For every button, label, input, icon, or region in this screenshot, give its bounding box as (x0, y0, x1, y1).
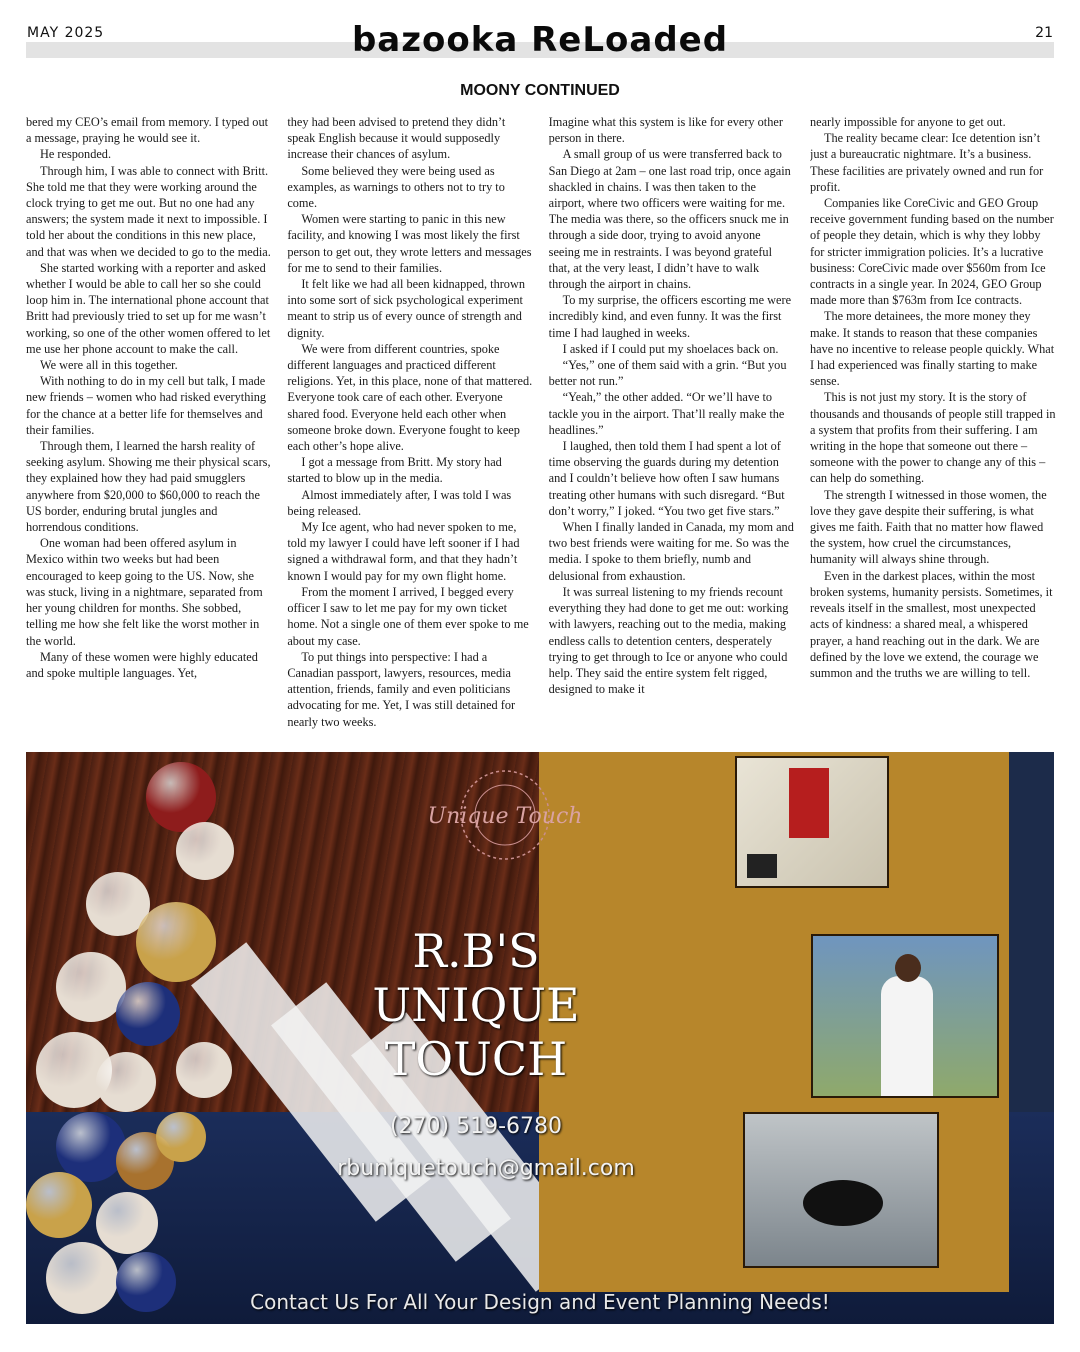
photo-venue (743, 1112, 939, 1268)
ad-title-line: R.B'S (412, 924, 540, 978)
article-paragraph: From the moment I arrived, I begged every officer I saw to let me pay for my own ticket home. Not a single one of them ever spoke to me about my case. (287, 584, 529, 648)
article-paragraph: I asked if I could put my shoelaces back on. (562, 341, 779, 356)
article-paragraph: To my surprise, the officers escorting me were incredibly kind, and even funny. It was the first time I had laughed in weeks. (548, 293, 792, 340)
article-paragraph: It felt like we had all been kidnapped, thrown into some sort of sick psychological experiment meant to strip us of every ounce of strength and dignity. (287, 277, 525, 340)
article-paragraph: We were from different countries, spoke different languages and practiced different religions. Yet, in this place, none of that mattered. Everyone took care of each other. Everyone shared food. Everyone held each other when someone broke down. Everyone fought to keep each other’s hope alive. (287, 341, 533, 454)
ad-tagline: Contact Us For All Your Design and Event Planning Needs! (250, 1290, 830, 1314)
section-title: MOONY CONTINUED (460, 82, 620, 99)
ad-logo (420, 760, 590, 870)
article-paragraph: The strength I witnessed in those women, the love they gave despite their suffering, is what gives me faith. Faith that no matter how flawed the system, how cruel the circumstances, humanity will always shine through. (809, 487, 1047, 567)
balloon (156, 1112, 206, 1162)
balloon (96, 1192, 158, 1254)
article-column (287, 114, 533, 730)
issue-date: MAY 2025 (27, 25, 105, 41)
article-paragraph: “Yeah,” the other added. “Or we’ll have to tackle you in the airport. That’ll really make the headlines.” (548, 390, 785, 437)
article-paragraph: He responded. (40, 147, 112, 162)
article-paragraph: When I finally landed in Canada, my mom and two best friends were waiting for me. So was the media. I spoke to them briefly, numb and delusional from exhaustion. (548, 520, 794, 583)
article-paragraph: Even in the darkest places, within the most broken systems, humanity persists. Sometimes, it reveals itself in the smallest, most unexpected acts of kindness: a shared meal, a whispered prayer, a hand reaching out in the dark. We are defined by the love we extend, the courage we summon and the truths we are willing to tell. (809, 568, 1053, 680)
ad-title (316, 924, 636, 1086)
article-paragraph: Through him, I was able to connect with Britt. She told me that they were working around the clock trying to get me out. But no one had any answers; the system made it next to impossible. I told her about the conditions in this new place, and that was when we decided to go to the media. (26, 163, 271, 259)
article-paragraph: Through them, I learned the harsh reality of seeking asylum. Showing me their physical scars, they explained how they had paid smugglers anywhere from $20,000 to $60,000 to reach the US border, enduring brutal jungles and horrendous conditions. (26, 439, 271, 535)
photo-host (811, 934, 999, 1098)
article-paragraph: A small group of us were transferred back to San Diego at 2am – one last road trip, once again shackled in chains. I was then taken to the airport, where two officers were waiting for me. The media was there, so the officers snuck me in through a side door, trying to avoid anyone seeing me in restraints. I was beyond grateful that, at the very least, I didn’t have to walk through the airport in chains. (548, 147, 791, 292)
balloon (96, 1052, 156, 1112)
article-paragraph: Many of these women were highly educated and spoke multiple languages. Yet, (26, 649, 258, 680)
article-paragraph: To put things into perspective: I had a Canadian passport, lawyers, resources, media attention, friends, family and even politicians advocating for me. Yet, I was still detained for nearly two weeks. (287, 649, 516, 729)
article-paragraph: “Yes,” one of them said with a grin. “But you better not run.” (548, 358, 787, 389)
article-paragraph: It was surreal listening to my friends recount everything they had done to get me out: working with lawyers, reaching out to the media, making endless calls to detention centers, desperately trying to get through to Ice or anyone who could help. They said the entire system felt rigged, designed to make it (548, 584, 789, 697)
article-paragraph: The more detainees, the more money they make. It stands to reason that these companies have no incentive to release people quickly. What I had experienced was finally starting to make sense. (809, 309, 1055, 389)
page-number: 21 (1035, 25, 1053, 41)
article-paragraph: bered my CEO’s email from memory. I typed out a message, praying he would see it. (26, 115, 269, 146)
ad-title-line: UNIQUE (372, 978, 580, 1032)
balloon (116, 982, 180, 1046)
photo-backdrop (735, 756, 889, 888)
advertisement (26, 752, 1054, 1324)
balloon (176, 1042, 232, 1098)
article-paragraph: With nothing to do in my cell but talk, I made new friends – women who had risked everything for the chance at a better life for themselves and their families. (26, 374, 267, 437)
article-columns (26, 114, 1056, 730)
balloon (136, 902, 216, 982)
article-paragraph: Imagine what this system is like for every other person in there. (548, 115, 783, 146)
article-paragraph: The reality became clear: Ice detention isn’t just a bureaucratic nightmare. It’s a business. These facilities are privately owned and run for profit. (809, 131, 1044, 194)
article-paragraph: She started working with a reporter and asked whether I would be able to call her so she could loop him in. The international phone account that Britt had previously tried to set up for me wasn’t working, so one of the other women offered to let me use her phone account to make the call. (26, 260, 271, 356)
article-column (549, 114, 795, 730)
article-paragraph: Almost immediately after, I was told I was being released. (287, 487, 512, 518)
article-paragraph: One woman had been offered asylum in Mexico within two weeks but had been encouraged to keep going to the US. Now, she was stuck, living in a nightmare, separated from her young children for months. She sobbed, telling me how she felt like the worst mother in the world. (26, 536, 263, 648)
article-paragraph: My Ice agent, who had never spoken to me, told my lawyer I could have left sooner if I had signed a withdrawal form, and that they hadn’t known I would pay for my own flight home. (287, 520, 520, 583)
article-paragraph: nearly impossible for anyone to get out. (809, 115, 1006, 129)
ad-email: rbuniquetouch@gmail.com (337, 1156, 635, 1181)
article-paragraph: I got a message from Britt. My story had started to blow up in the media. (287, 455, 502, 486)
article-paragraph: they had been advised to pretend they didn’t speak English because it would supposedly increase their chances of asylum. (287, 115, 506, 162)
balloon (26, 1172, 92, 1238)
article-paragraph: We were all in this together. (40, 358, 178, 373)
ad-title-line: TOUCH (384, 1032, 568, 1086)
balloon (176, 822, 234, 880)
article-paragraph: This is not just my story. It is the story of thousands and thousands of people still trapped in a system that profits from their suffering. I am writing in the hope that someone out there – someone with the power to change any of this – can help do something. (809, 390, 1056, 486)
balloon (56, 1112, 126, 1182)
article-column (26, 114, 272, 730)
ad-phone: (270) 519-6780 (389, 1114, 563, 1139)
article-column (810, 114, 1056, 730)
article-paragraph: Companies like CoreCivic and GEO Group receive government funding based on the number of people they detain, which is why they lobby for stricter immigration policies. It’s a lucrative business: CoreCivic made over $560m from Ice contracts in a single year. In 2024, GEO Group made more than $763m from Ice contracts. (809, 196, 1054, 308)
masthead: bazooka ReLoaded (351, 20, 729, 60)
article-paragraph: Women were starting to panic in this new facility, and knowing I was most likely the first person to get out, they wrote letters and messages for me to send to their families. (287, 212, 532, 275)
article-paragraph: Some believed they were being used as examples, as warnings to others not to try to come. (287, 163, 505, 211)
article-paragraph: I laughed, then told them I had spent a lot of time observing the guards during my detention and I couldn’t believe how often I saw humans treating other humans with such disregard. “But don’t worry,” I joked. “You two get five stars.” (548, 439, 785, 518)
ad-logo-script: Unique Touch (427, 804, 583, 829)
